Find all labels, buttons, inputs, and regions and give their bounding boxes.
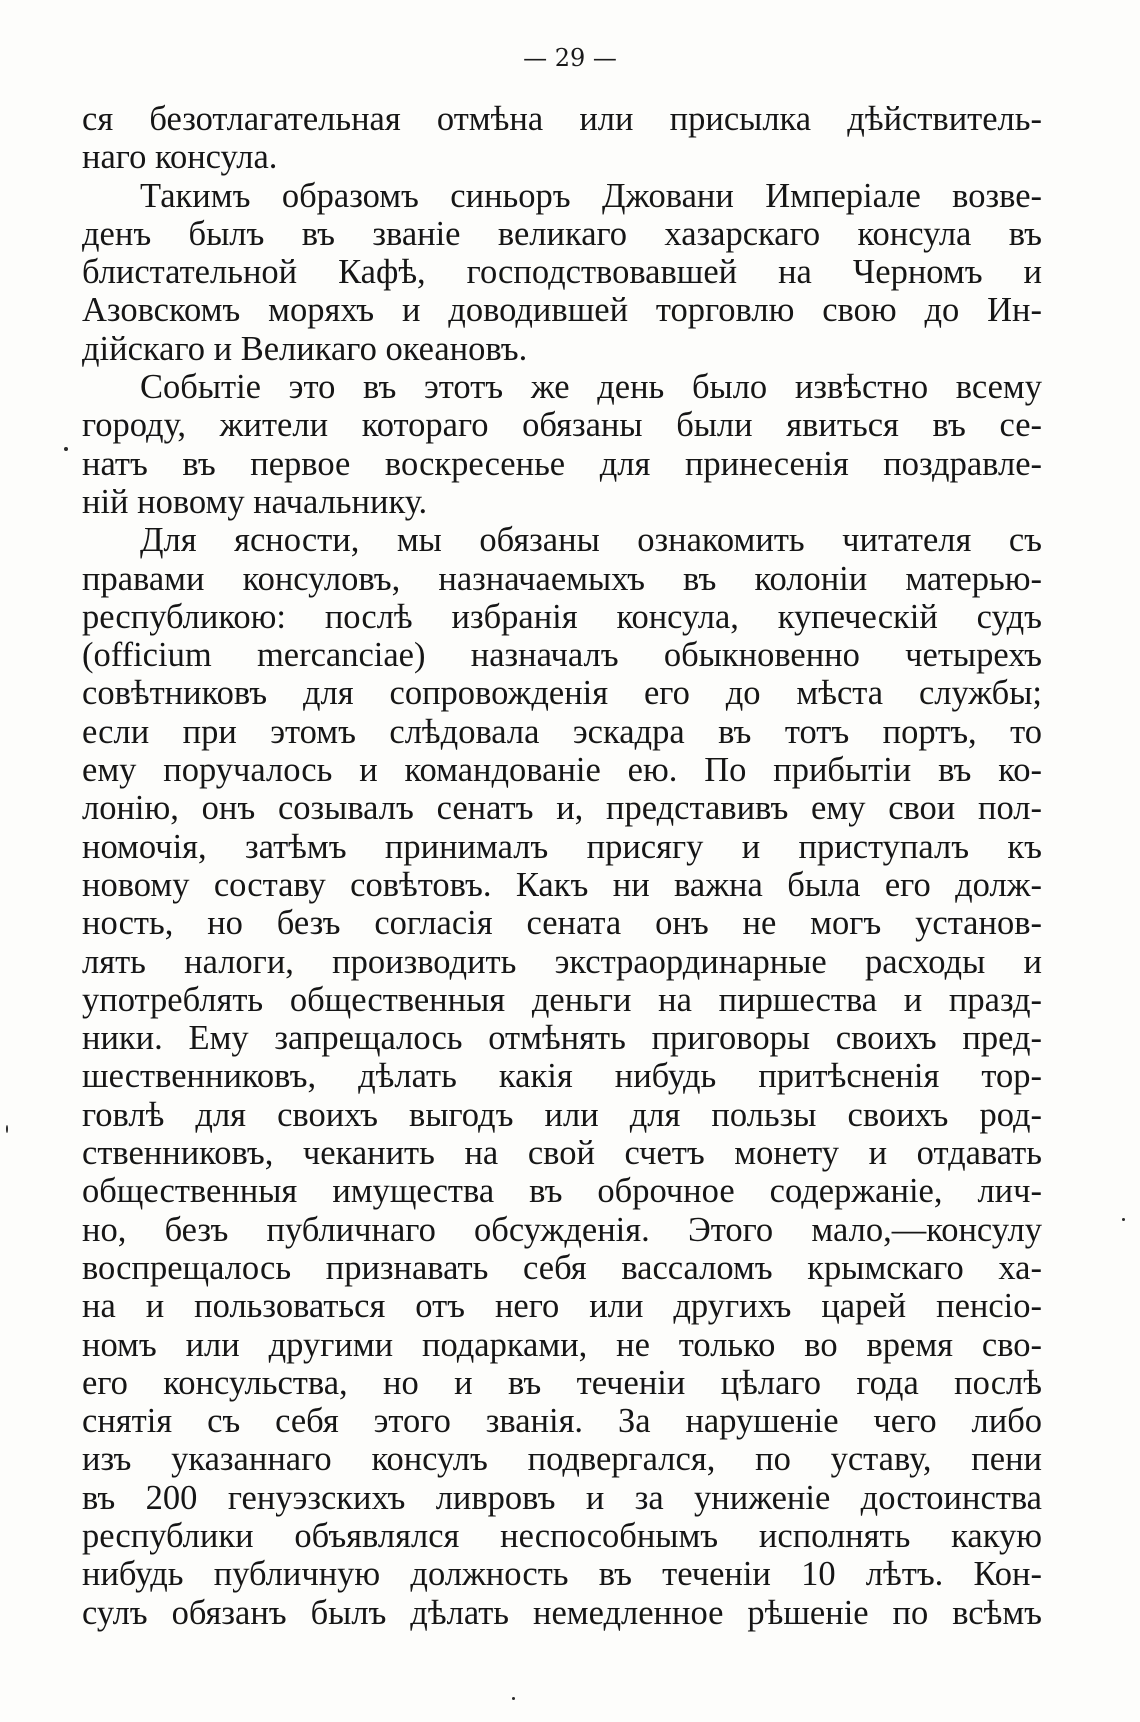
text-line: если при этомъ слѣдовала эскадра въ тотъ портъ, то (82, 712, 1042, 751)
text-line: ственниковъ, чеканить на свой счетъ монету и отдавать (82, 1134, 1042, 1173)
text-line: воспрещалось признавать себя вассаломъ крымскаго ха- (82, 1248, 1042, 1287)
text-line: говлѣ для своихъ выгодъ или для пользы своихъ род- (82, 1095, 1042, 1134)
page-number: — 29 — (523, 44, 617, 72)
text-line: лонію, онъ созывалъ сенатъ и, представивъ ему свои пол- (82, 789, 1042, 828)
text-line: республикою: послѣ избранія консула, купеческій судъ (82, 597, 1042, 636)
text-line: лять налоги, производить экстраординарные расходы и (82, 942, 1042, 981)
text-line: въ 200 генуэзскихъ ливровъ и за униженіе достоинства (82, 1478, 1042, 1517)
text-line: Событіе это въ этотъ же день было извѣстно всему (140, 368, 1042, 407)
scan-speck (512, 1697, 515, 1700)
text-line: правами консуловъ, назначаемыхъ въ колоніи матерью- (82, 559, 1042, 598)
scan-speck (64, 447, 68, 451)
text-line: общественныя имущества въ оброчное содержаніе, лич- (82, 1172, 1042, 1211)
text-line: наго консула. (82, 138, 278, 177)
text-line: совѣтниковъ для сопровожденія его до мѣста службы; (82, 674, 1042, 713)
scan-speck (1122, 1218, 1125, 1221)
text-line: ему поручалось и командованіе ею. По прибытіи въ ко- (82, 751, 1042, 790)
body-text (82, 100, 1042, 1632)
text-line: на и пользоваться отъ него или другихъ царей пенсіо- (82, 1287, 1042, 1326)
text-line: употреблять общественныя деньги на пиршества и празд- (82, 980, 1042, 1019)
text-line: (officium mercanciae) назначалъ обыкновенно четырехъ (82, 636, 1042, 675)
scan-speck (6, 1125, 8, 1133)
text-line: шественниковъ, дѣлать какія нибудь притѣсненія тор- (82, 1057, 1042, 1096)
text-line: городу, жители котораго обязаны были явиться въ се- (82, 406, 1042, 445)
text-line: сулъ обязанъ былъ дѣлать немедленное рѣшеніе по всѣмъ (82, 1593, 1042, 1632)
text-line: новому составу совѣтовъ. Какъ ни важна была его долж- (82, 865, 1042, 904)
text-line: Такимъ образомъ синьоръ Джовани Имперіале возве- (140, 176, 1042, 215)
text-line: ній новому начальнику. (82, 482, 428, 521)
text-line: номочія, затѣмъ принималъ присягу и приступалъ къ (82, 827, 1042, 866)
text-line: ники. Ему запрещалось отмѣнять приговоры своихъ пред- (82, 1019, 1042, 1058)
text-line: номъ или другими подарками, не только во время сво- (82, 1325, 1042, 1364)
text-line: Азовскомъ моряхъ и доводившей торговлю свою до Ин- (82, 291, 1042, 330)
text-line: снятія съ себя этого званія. За нарушеніе чего либо (82, 1402, 1042, 1441)
text-line: республики объявлялся неспособнымъ исполнять какую (82, 1516, 1042, 1555)
text-line: Для ясности, мы обязаны ознакомить читателя съ (140, 521, 1042, 560)
text-line: ся безотлагательная отмѣна или присылка дѣйствитель- (82, 100, 1042, 138)
text-line: натъ въ первое воскресенье для принесенія поздравле- (82, 444, 1042, 483)
text-line: его консульства, но и въ теченіи цѣлаго года послѣ (82, 1363, 1042, 1402)
text-line: ность, но безъ согласія сената онъ не могъ установ- (82, 904, 1042, 943)
text-line: изъ указаннаго консулъ подвергался, по уставу, пени (82, 1440, 1042, 1479)
text-line: нибудь публичную должность въ теченіи 10 лѣтъ. Кон- (82, 1555, 1042, 1594)
text-line: блистательной Кафѣ, господствовавшей на Черномъ и (82, 253, 1042, 292)
text-line: но, безъ публичнаго обсужденія. Этого мало,—консулу (82, 1210, 1042, 1249)
text-line: денъ былъ въ званіе великаго хазарскаго консула въ (82, 214, 1042, 253)
text-line: дійскаго и Великаго океановъ. (82, 329, 528, 368)
